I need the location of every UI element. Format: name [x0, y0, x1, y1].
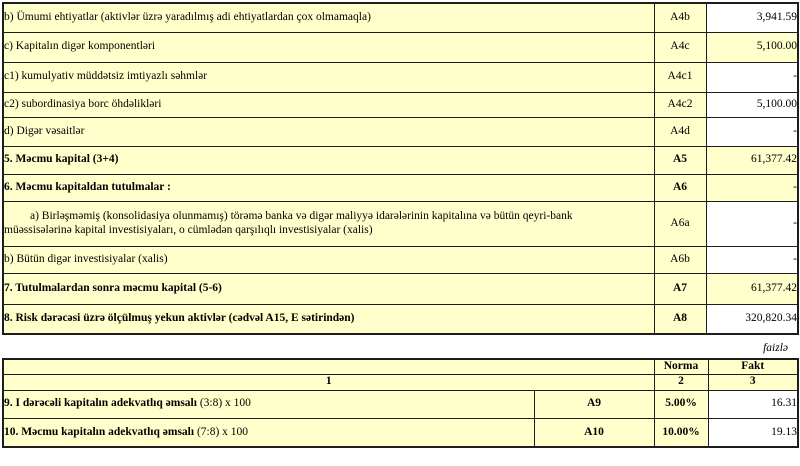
row-label: d) Digər vəsaitlər [3, 117, 654, 146]
table-row [3, 390, 798, 418]
row-label: 7. Tutulmalardan sonra məcmu kapital (5-6) [3, 273, 654, 304]
table-row [3, 273, 798, 304]
table-row [3, 418, 798, 447]
row-label: b) Ümumi ehtiyatlar (aktivlər üzrə yaradılmış adi ehtiyatlardan çox olmamaqla) [3, 3, 654, 32]
capital-components-table [2, 2, 799, 335]
row-value: 5,100.00 [706, 92, 798, 117]
row-code: A8 [654, 304, 706, 334]
row-value: 320,820.34 [706, 304, 798, 334]
table-header-row [3, 359, 798, 374]
table-row [3, 174, 798, 201]
row-label: 8. Risk dərəcəsi üzrə ölçülmuş yekun aktivlər (cədvəl A15, E sətirindən) [3, 304, 654, 334]
row-label [3, 390, 534, 418]
table-row [3, 304, 798, 334]
row-norma-value: 10.00% [654, 418, 708, 447]
row-label: 5. Məcmu kapital (3+4) [3, 146, 654, 174]
row-code: A4d [654, 117, 706, 146]
row-label: c1) kumulyativ müddətsiz imtiyazlı səhmlər [3, 62, 654, 92]
table-row [3, 62, 798, 92]
row-label: c2) subordinasiya borc öhdəlikləri [3, 92, 654, 117]
header-col1: 1 [3, 374, 654, 390]
table-row [3, 117, 798, 146]
row-code: A5 [654, 146, 706, 174]
row-fakt-value: 19.13 [708, 418, 798, 447]
table-row [3, 146, 798, 174]
row-label-main: 9. I dərəcəli kapitalın adekvatlıq əmsalı [4, 397, 197, 410]
row-code: A4c [654, 32, 706, 62]
header-empty-cell [3, 359, 654, 374]
table-row [3, 246, 798, 273]
row-code: A4c2 [654, 92, 706, 117]
row-value: - [706, 246, 798, 273]
row-code: A6a [654, 201, 706, 246]
row-label-formula: (3:8) x 100 [196, 397, 251, 410]
header-col3: 3 [708, 374, 798, 390]
row-value: 61,377.42 [706, 146, 798, 174]
row-code: A4b [654, 3, 706, 32]
adequacy-ratio-table [2, 358, 799, 448]
row-code: A7 [654, 273, 706, 304]
row-label-main: 10. Məcmu kapitalın adekvatlıq əmsalı [4, 425, 195, 438]
table-row [3, 32, 798, 62]
row-value: 5,100.00 [706, 32, 798, 62]
table-row [3, 3, 798, 32]
row-value: 61,377.42 [706, 273, 798, 304]
row-code: A10 [534, 418, 654, 447]
row-label [3, 201, 654, 246]
header-norma: Norma [654, 359, 708, 374]
row-label [3, 418, 534, 447]
row-value: - [706, 62, 798, 92]
table-row [3, 201, 798, 246]
row-fakt-value: 16.31 [708, 390, 798, 418]
table-header-row [3, 374, 798, 390]
row-code: A9 [534, 390, 654, 418]
percent-note: faizlə [763, 342, 788, 354]
row-value: - [706, 117, 798, 146]
table-row [3, 92, 798, 117]
row-label: 6. Məcmu kapitaldan tutulmalar : [3, 174, 654, 201]
row-value: - [706, 201, 798, 246]
row-norma-value: 5.00% [654, 390, 708, 418]
row-label: b) Bütün digər investisiyalar (xalis) [3, 246, 654, 273]
row-code: A6b [654, 246, 706, 273]
row-label-line2: müəssisələrinə kapital investisiyaları, o cümlədən qarşılıqlı investisiyalar (xalis) [4, 223, 373, 236]
row-value: 3,941.59 [706, 3, 798, 32]
row-label-formula: (7:8) x 100 [194, 425, 249, 438]
row-code: A6 [654, 174, 706, 201]
header-fakt: Fakt [708, 359, 798, 374]
row-label: c) Kapitalın digər komponentləri [3, 32, 654, 62]
row-label-line1: a) Birləşməmiş (konsolidasiya olunmamış) törəmə banka və digər maliyyə idarələrinin kapitalına və bütün qeyri-bank [30, 209, 573, 222]
row-code: A4c1 [654, 62, 706, 92]
row-value: - [706, 174, 798, 201]
header-col2: 2 [654, 374, 708, 390]
